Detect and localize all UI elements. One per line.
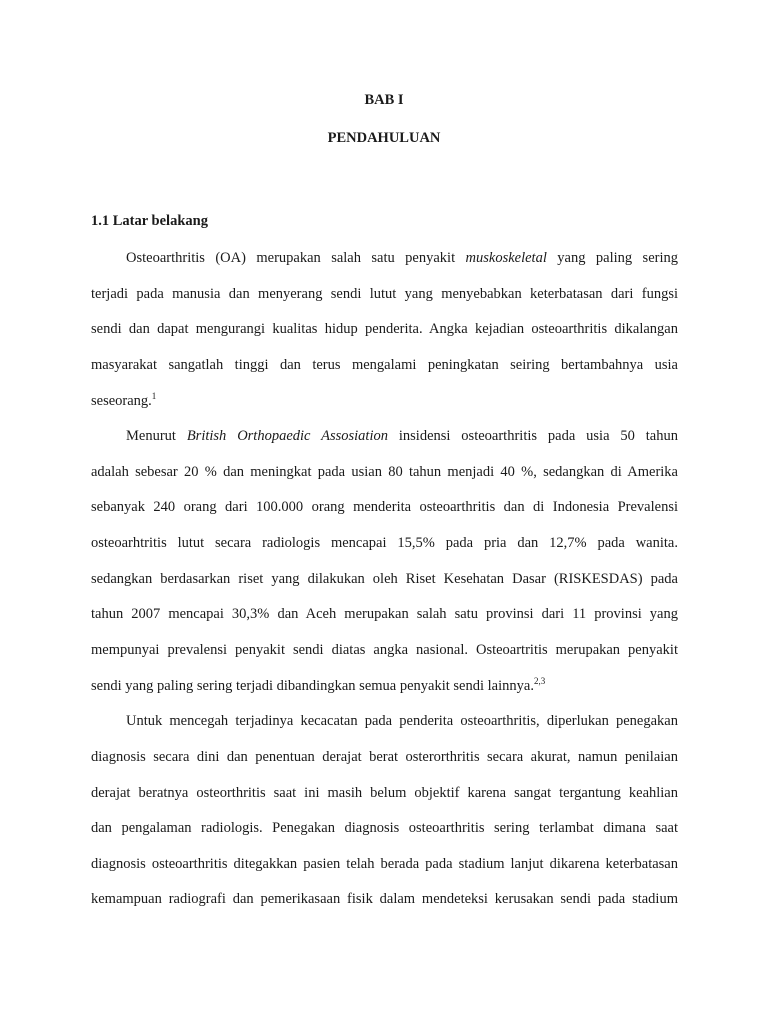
text-line: tahun 2007 mencapai 30,3% dan Aceh merupakan salah satu provinsi dari 11 provinsi yang [91, 606, 678, 622]
text-line: sedangkan berdasarkan riset yang dilakukan oleh Riset Kesehatan Dasar (RISKESDAS) pada [91, 571, 678, 587]
text-line: dan pengalaman radiologis. Penegakan diagnosis osteoarthritis sering terlambat dimana saat [91, 820, 678, 836]
text-line: mempunyai prevalensi penyakit sendi diatas angka nasional. Osteoartritis merupakan penyakit [91, 642, 678, 658]
text-line: sebanyak 240 orang dari 100.000 orang menderita osteoarthritis dan di Indonesia Prevalensi [91, 499, 678, 515]
text-line: terjadi pada manusia dan menyerang sendi lutut yang menyebabkan keterbatasan dari fungsi [91, 286, 678, 302]
section-heading: 1.1 Latar belakang [91, 213, 208, 229]
text-line: Untuk mencegah terjadinya kecacatan pada penderita osteoarthritis, diperlukan penegakan [126, 713, 678, 729]
text-line: seseorang.$^1$ [91, 391, 157, 409]
text-line: kemampuan radiografi dan pemerikasaan fisik dalam mendeteksi kerusakan sendi pada stadium [91, 891, 678, 907]
footnote-ref: 2,3 [533, 676, 546, 686]
text-line: adalah sebesar 20 % dan meningkat pada usian 80 tahun menjadi 40 %, sedangkan di Amerika [91, 464, 678, 480]
text-line: Osteoarthritis (OA) merupakan salah satu penyakit muskoskeletal yang paling sering [126, 250, 678, 266]
chapter-number: BAB I [364, 92, 404, 108]
text-line: masyarakat sangatlah tinggi dan terus mengalami peningkatan seiring bertambahnya usia [91, 357, 678, 373]
text-line: diagnosis secara dini dan penentuan derajat berat osterorthritis secara akurat, namun penilaian [91, 749, 678, 765]
text-line: derajat beratnya osteorthritis saat ini masih belum objektif karena sangat tergantung keahlian [91, 785, 678, 801]
text-line: diagnosis osteoarthritis ditegakkan pasien telah berada pada stadium lanjut dikarena keterbatasan [91, 856, 678, 872]
text-line: sendi dan dapat mengurangi kualitas hidup penderita. Angka kejadian osteoarthritis dikalangan [91, 321, 678, 337]
footnote-ref: 1 [151, 391, 157, 401]
text-line: sendi yang paling sering terjadi dibandingkan semua penyakit sendi lainnya.$^{2,3}$ [91, 676, 546, 694]
text-line: osteoarhtritis lutut secara radiologis mencapai 15,5% pada pria dan 12,7% pada wanita. [91, 535, 678, 551]
text-line: Menurut British Orthopaedic Assosiation insidensi osteoarthritis pada usia 50 tahun [126, 428, 678, 444]
chapter-title: PENDAHULUAN [327, 130, 441, 146]
